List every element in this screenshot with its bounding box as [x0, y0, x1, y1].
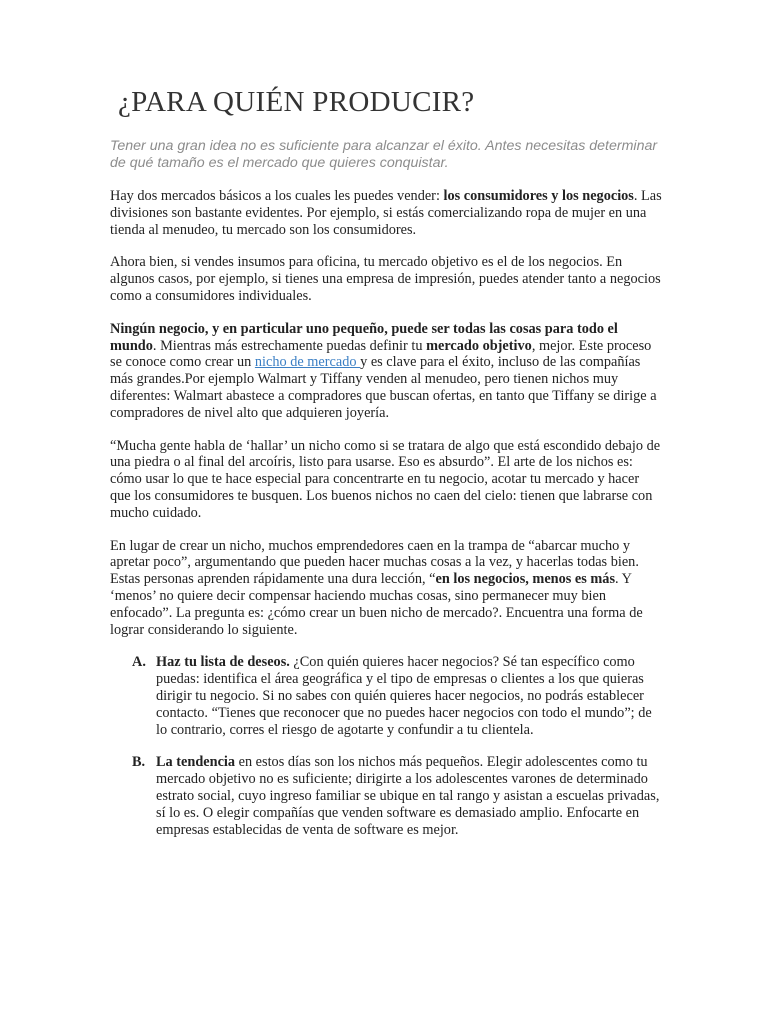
p3-text-b: . Mientras más estrechamente puedas definir tu [152, 337, 427, 354]
page-title: ¿PARA QUIÉN PRODUCIR? [118, 86, 475, 118]
p3-text-e: y es clave para el éxito, incluso de las compañías más grandes.Por ejemplo Walmart y Tiffany venden al menudeo, pero tienen nichos muy diferentes: Walmart abastece a compradores que buscan ofertas, en tanto que Tiffany se dirige a compradores de nivel alto que adquieren joyería. [110, 354, 657, 421]
p3-bold-ningun-negocio: Ningún negocio, y en particular uno pequeño, puede ser todas las cosas para todo el mundo [110, 320, 618, 354]
p1-text-c: . Las divisiones son bastante evidentes. Por ejemplo, si estás comercializando ropa de mujer en una tienda al menudeo, tu mercado son los consumidores. [110, 188, 662, 238]
list-item [110, 754, 662, 838]
paragraph-3 [110, 321, 662, 422]
numbered-list [110, 654, 662, 838]
p5-text-a: En lugar de crear un nicho, muchos emprendedores caen en la trampa de “abarcar mucho y apretar poco”, argumentando que pueden hacer muchas cosas a la vez, y hacerlas todas bien. Estas personas aprenden rápidamente una dura lección, “ [110, 537, 639, 588]
nicho-de-mercado-link[interactable]: nicho de mercado [254, 354, 361, 371]
subtitle: Tener una gran idea no es suficiente para alcanzar el éxito. Antes necesitas determinar de qué tamaño es el mercado que quieres conquistar. [110, 138, 658, 171]
list-item-heading: Haz tu lista de deseos. [156, 654, 290, 671]
list-item-heading: La tendencia [156, 754, 236, 771]
list-item-text: ¿Con quién quieres hacer negocios? Sé tan específico como puedas: identifica el área geográfica y el tipo de empresas o clientes a los que quieras dirigir tu negocio. Si no sabes con quién quieres hacer negocios, no podrás establecer contacto. “Tienes que reconocer que no puedes hacer negocios con todo el mundo”; de lo contrario, corres el riesgo de agotarte y confundir a tu clientela. [156, 654, 652, 738]
list-marker: B. [132, 754, 146, 771]
list-marker: A. [132, 654, 146, 671]
paragraph-4: “Mucha gente habla de ‘hallar’ un nicho como si se tratara de algo que está escondido debajo de una piedra o al final del arcoíris, listo para usarse. Eso es absurdo”. El arte de los nichos es: cómo usar lo que te hace especial para concentrarte en tu negocio, acotar tu mercado y hacer que los consumidores te busquen. Los buenos nichos no caen del cielo: tienen que labrarse con mucho cuidado. [110, 437, 661, 521]
p1-text-a: Hay dos mercados básicos a los cuales les puedes vender: [110, 188, 444, 204]
p1-bold-consumidores-negocios: los consumidores y los negocios [443, 188, 634, 204]
p3-bold-mercado-objetivo: mercado objetivo [426, 337, 532, 354]
p5-bold-menos-es-mas: en los negocios, menos es más [435, 571, 616, 588]
paragraph-5 [110, 538, 662, 639]
p5-text-c: . Y ‘menos’ no quiere decir compensar haciendo muchas cosas, sino permanecer muy bien enfocado”. La pregunta es: ¿cómo crear un buen nicho de mercado?. Encuentra una forma de lograr considerando lo siguiente. [110, 571, 643, 638]
list-item [110, 654, 662, 738]
list-item-text: en estos días son los nichos más pequeños. Elegir adolescentes como tu mercado objetivo no es suficiente; dirigirte a los adolescentes varones de determinado estrato social, cuyo ingreso familiar se ubique en tal rango y asistan a escuelas privadas, sí lo es. O elegir compañías que venden software es demasiado amplio. Enfocarte en empresas establecidas de venta de software es mejor. [156, 754, 660, 838]
document-body [110, 188, 662, 854]
paragraph-2: Ahora bien, si vendes insumos para oficina, tu mercado objetivo es el de los negocios. En algunos casos, por ejemplo, si tienes una empresa de impresión, puedes atender tanto a negocios como a consumidores individuales. [110, 254, 661, 304]
p3-text-d: , mejor. Este proceso se conoce como crear un [110, 337, 652, 371]
paragraph-1 [110, 188, 662, 238]
